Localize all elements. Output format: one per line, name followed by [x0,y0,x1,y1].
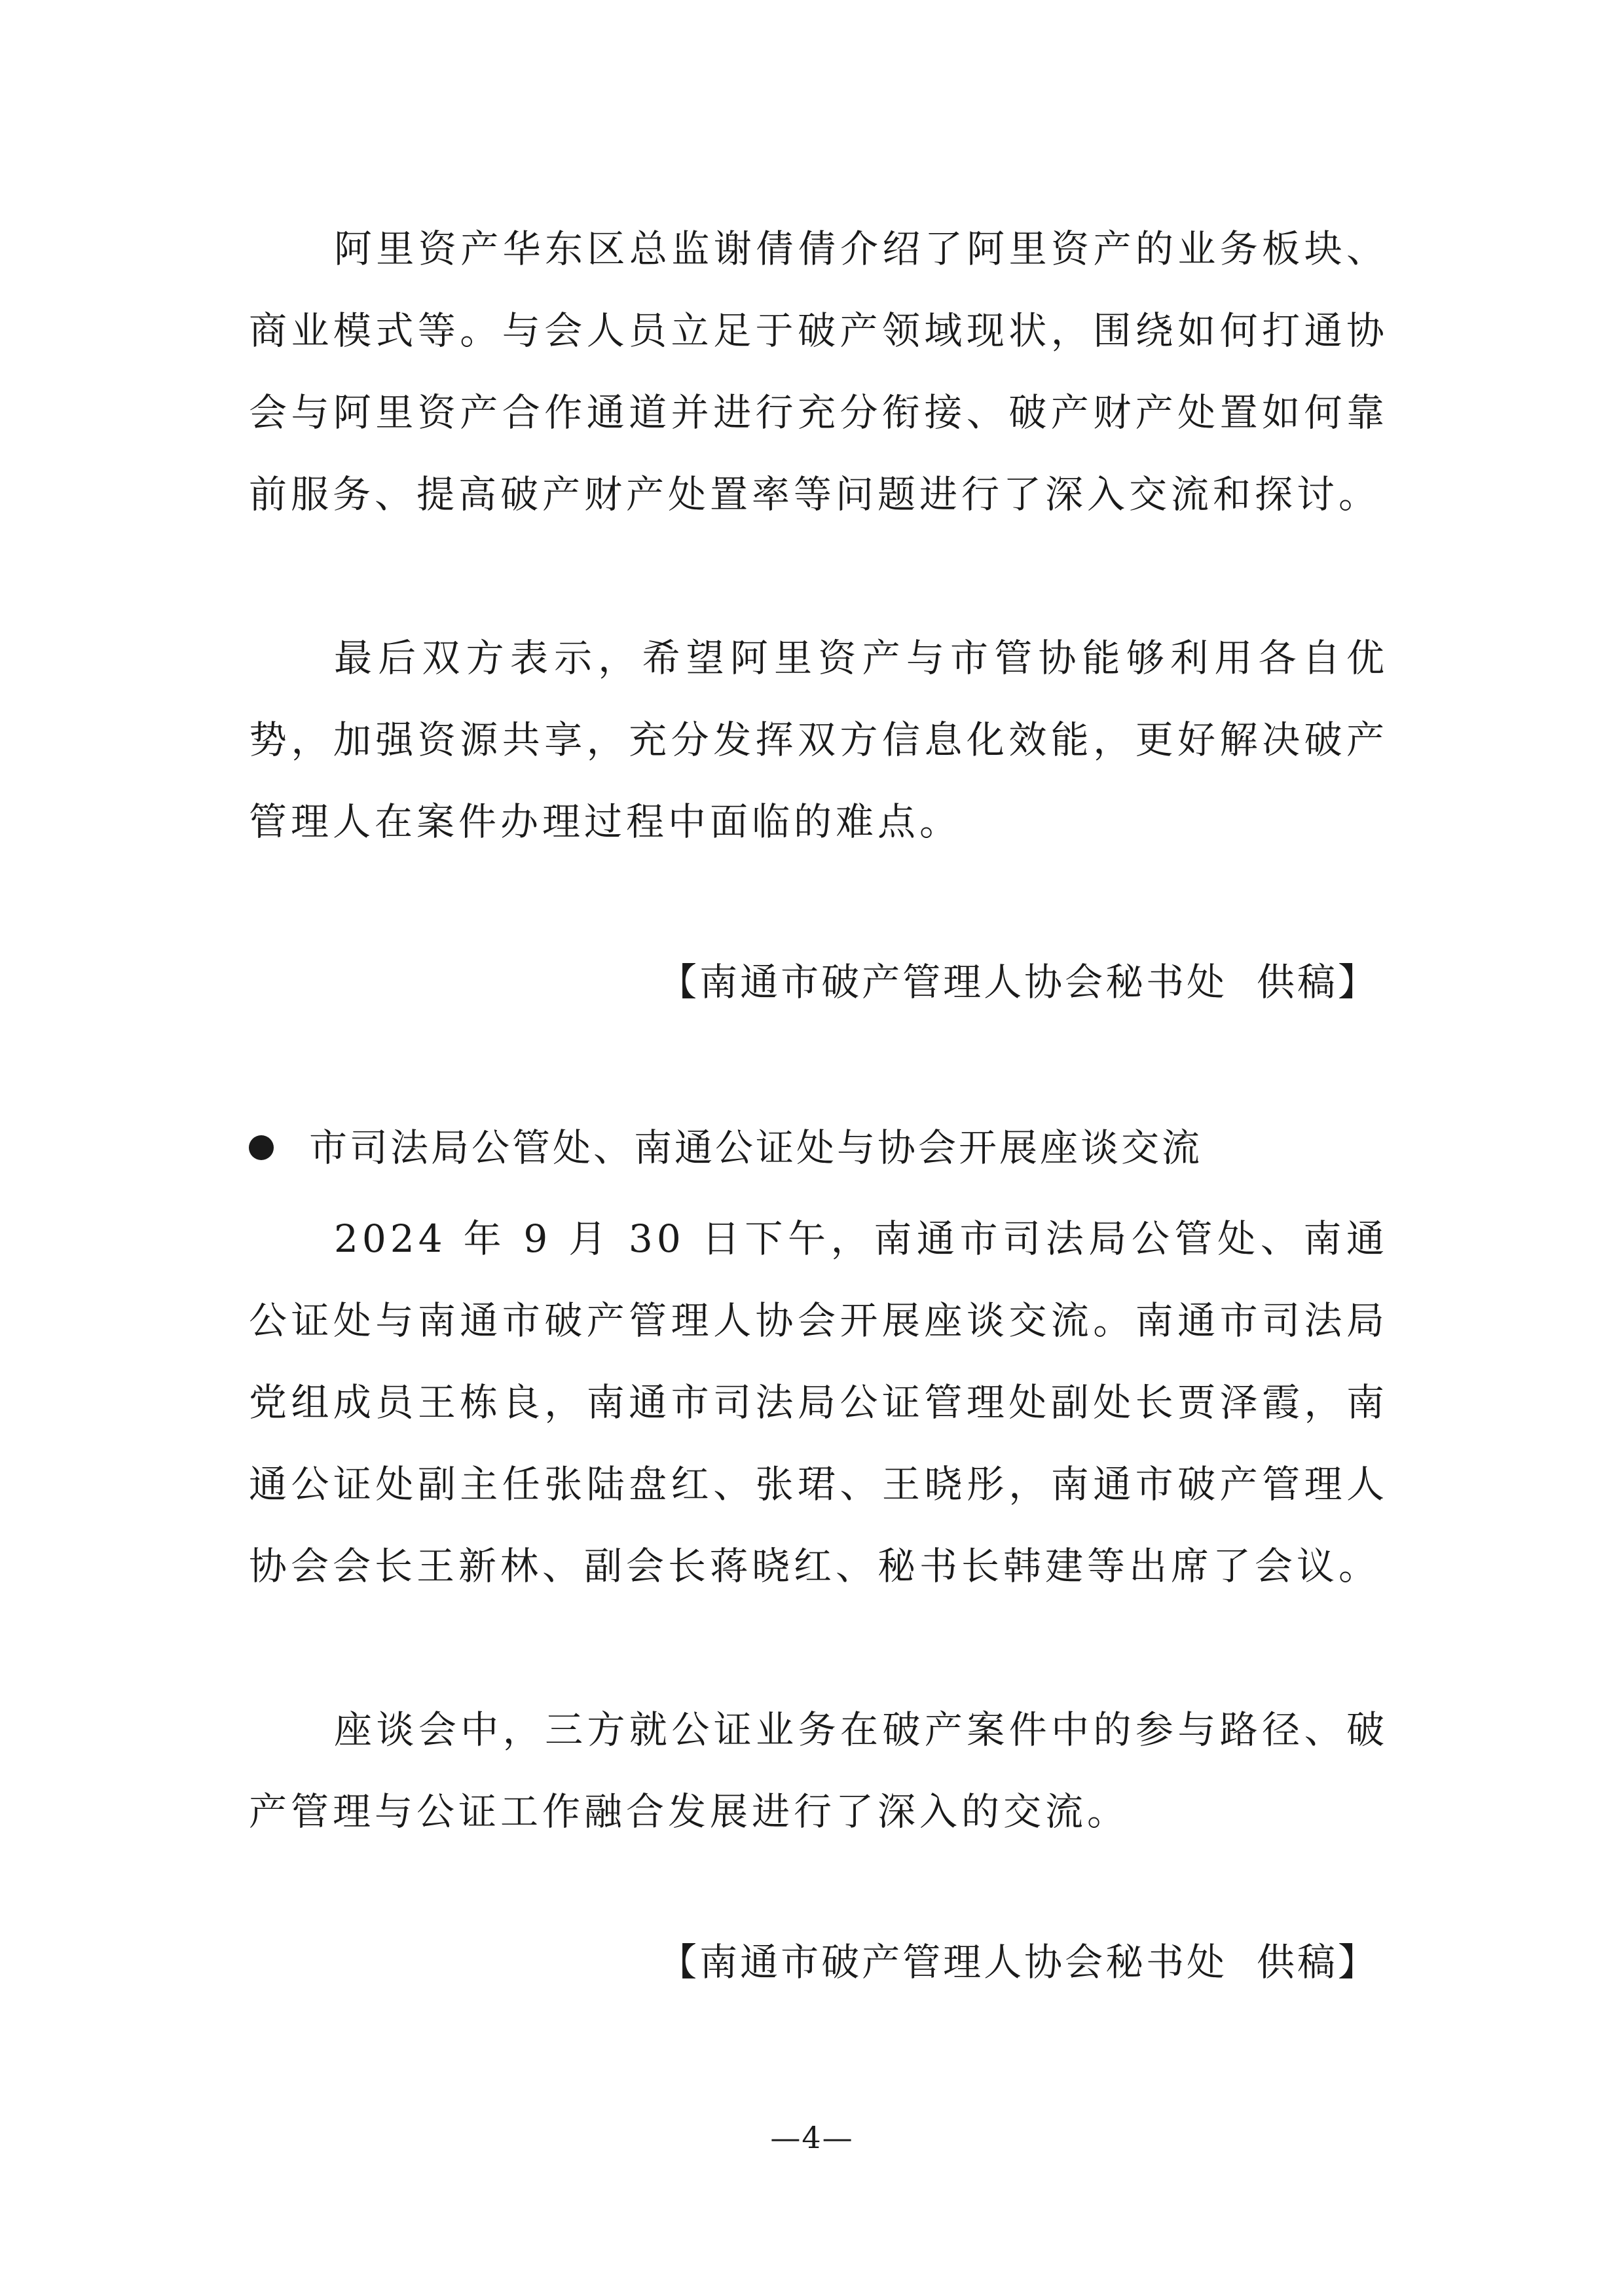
credit-line: 【南通市破产管理人协会秘书处 供稿】 [659,960,1378,1004]
body-paragraph: 阿里资产华东区总监谢倩倩介绍了阿里资产的业务板块、商业模式等。与会人员立足于破产领域现状，围绕如何打通协会与阿里资产合作通道并进行充分衔接、破产财产处置如何靠前服务、提高破产财产处置率等问题进行了深入交流和探讨。 [249,227,1388,517]
body-paragraph: 座谈会中，三方就公证业务在破产案件中的参与路径、破产管理与公证工作融合发展进行了深入的交流。 [249,1707,1388,1834]
section-heading [249,1121,1388,1174]
credit-line: 【南通市破产管理人协会秘书处 供稿】 [659,1940,1378,1984]
bullet-icon [249,1135,274,1160]
body-paragraph: 最后双方表示，希望阿里资产与市管协能够利用各自优势，加强资源共享，充分发挥双方信息化效能，更好解决破产管理人在案件办理过程中面临的难点。 [249,636,1388,844]
body-paragraph: 2024 年 9 月 30 日下午，南通市司法局公管处、南通公证处与南通市破产管理人协会开展座谈交流。南通市司法局党组成员王栋良，南通市司法局公证管理处副处长贾泽霞，南通公证处副主任张陆盘红、张珺、王晓彤，南通市破产管理人协会会长王新林、副会长蒋晓红、秘书长韩建等出席了会议。 [249,1216,1388,1588]
section-heading-text: 市司法局公管处、南通公证处与协会开展座谈交流 [309,1125,1203,1170]
page-number: —4— [770,2120,854,2155]
